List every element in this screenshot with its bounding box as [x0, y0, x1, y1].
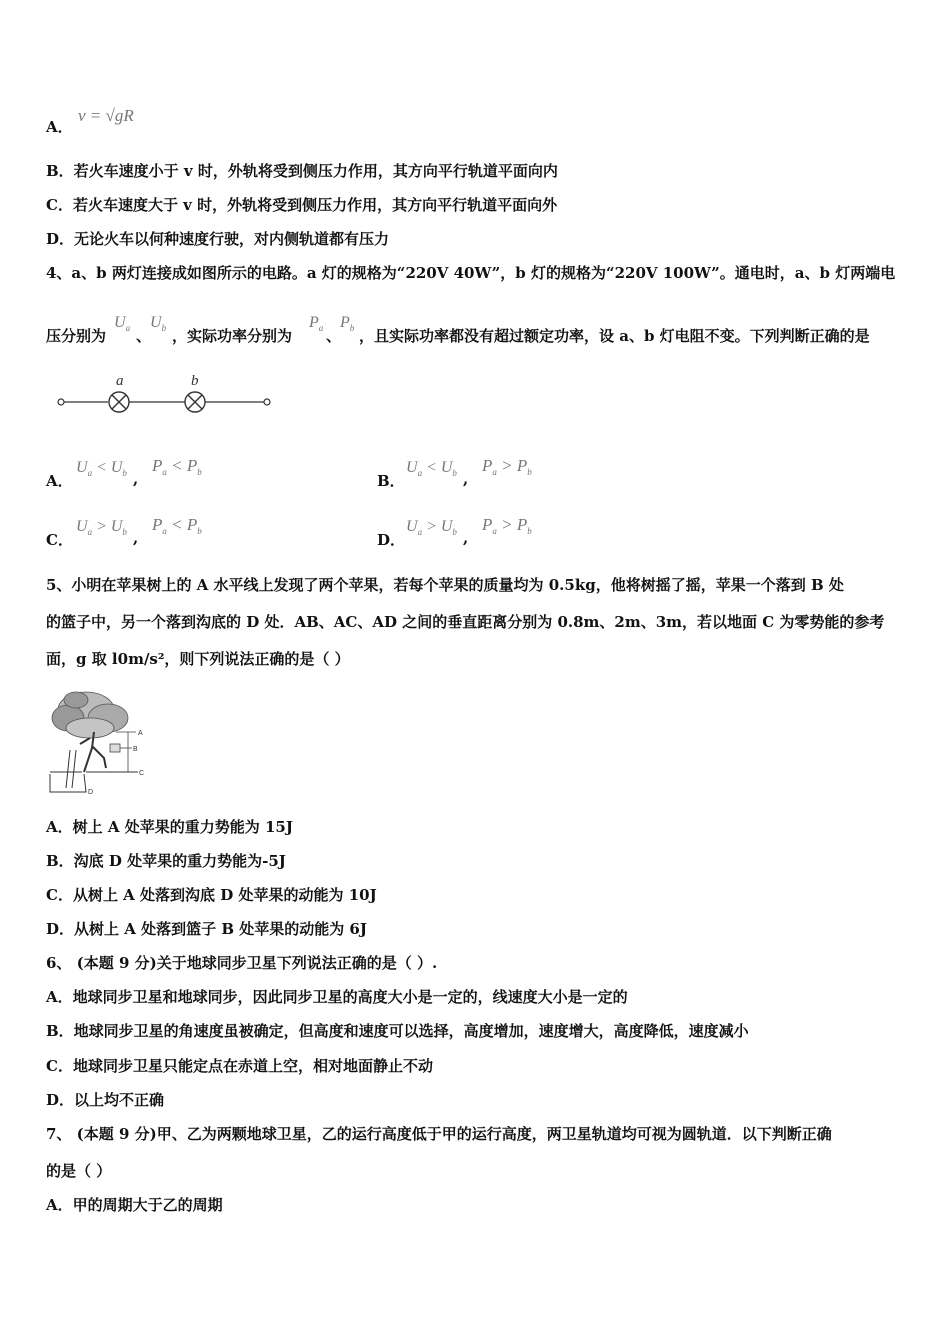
- q5-stem-line2: 的篮子中，另一个落到沟底的 D 处．AB、AC、AD 之间的垂直距离分别为 0.8m、2m、3m，若以地面 C 为零势能的参考: [46, 613, 885, 631]
- q4-option-b-label: B．: [377, 472, 405, 490]
- q4-option-d-label: D．: [377, 531, 406, 549]
- q5-stem-line3: 面，g 取 l0m/s²，则下列说法正确的是（ ）: [46, 650, 350, 668]
- q4-pa-symbol: $P_a$: [309, 314, 324, 333]
- q4-option-a-formula1: $U_a < U_b$: [76, 459, 127, 478]
- q4-pb-symbol: $P_b$: [340, 314, 355, 333]
- falling-apple-icon: [66, 750, 76, 788]
- q7-option-a: A．甲的周期大于乙的周期: [46, 1196, 223, 1214]
- q4-stem-line2-mid2: ，实际功率分别为: [172, 327, 293, 345]
- apple-tree-figure: [46, 688, 152, 798]
- terminal-right: [264, 399, 270, 405]
- point-label-b: B: [133, 746, 138, 753]
- q4-stem-line1: 4、a、b 两灯连接成如图所示的电路。a 灯的规格为“220V 40W”，b 灯的规格为“220V 100W”。通电时，a、b 灯两端电: [46, 264, 896, 282]
- q4-option-b-formula1: $U_a < U_b$: [406, 459, 457, 478]
- lamp-a-label: a: [116, 373, 124, 389]
- q4-stem-line2-mid3: 、: [326, 327, 342, 345]
- point-label-a: A: [138, 730, 143, 737]
- q4-option-d-formula1: $U_a > U_b$: [406, 518, 457, 537]
- q6-stem: 6、 (本题 9 分)关于地球同步卫星下列说法正确的是（ ）.: [46, 954, 438, 972]
- q4-stem-line2-mid1: 、: [136, 327, 152, 345]
- ground-lines: [50, 772, 138, 792]
- q4-option-c-formula1: $U_a > U_b$: [76, 518, 127, 537]
- q6-option-b: B．地球同步卫星的角速度虽被确定，但高度和速度可以选择，高度增加，速度增大，高度降低，速度减小: [46, 1022, 749, 1040]
- q4-option-b-comma: ,: [463, 470, 469, 488]
- q3-option-d: D．无论火车以何种速度行驶，对内侧轨道都有压力: [46, 230, 390, 248]
- q3-option-a-formula: v = √gR: [78, 106, 134, 125]
- q4-option-a-formula2: $P_a < P_b$: [152, 456, 202, 477]
- q4-stem-line2-post: ，且实际功率都没有超过额定功率，设 a、b 灯电阻不变。下列判断正确的是: [359, 327, 870, 345]
- circuit-diagram: [52, 368, 282, 420]
- q5-option-d: D．从树上 A 处落到篮子 B 处苹果的动能为 6J: [46, 920, 367, 938]
- q4-option-d-formula2: $P_a > P_b$: [482, 515, 532, 536]
- q4-option-c-comma: ,: [133, 529, 139, 547]
- q7-stem-line2: 的是（ ）: [46, 1162, 112, 1180]
- q4-option-d-comma: ,: [463, 529, 469, 547]
- q4-ub-symbol: $U_b$: [150, 314, 167, 333]
- q4-option-a-comma: ,: [133, 470, 139, 488]
- q4-option-c-label: C．: [46, 531, 73, 549]
- q3-option-c: C．若火车速度大于 v 时，外轨将受到侧压力作用，其方向平行轨道平面向外: [46, 196, 558, 214]
- q4-stem-line2-pre: 压分别为: [46, 327, 107, 345]
- q5-stem-line1: 5、小明在苹果树上的 A 水平线上发现了两个苹果，若每个苹果的质量均为 0.5kg，他将树摇了摇，苹果一个落到 B 处: [46, 576, 844, 594]
- lamp-b-label: b: [191, 373, 199, 389]
- q6-option-c: C．地球同步卫星只能定点在赤道上空，相对地面静止不动: [46, 1057, 433, 1075]
- q4-option-a-label: A．: [46, 472, 73, 490]
- point-label-d: D: [88, 789, 94, 796]
- q6-option-d: D．以上均不正确: [46, 1091, 165, 1109]
- q4-option-b-formula2: $P_a > P_b$: [482, 456, 532, 477]
- terminal-left: [58, 399, 64, 405]
- tree-canopy-icon: [52, 692, 128, 738]
- lamp-b-icon: [185, 392, 205, 412]
- q3-option-a-label: A．: [46, 118, 73, 136]
- point-label-c: C: [139, 770, 145, 777]
- q3-option-b: B．若火车速度小于 v 时，外轨将受到侧压力作用，其方向平行轨道平面向内: [46, 162, 558, 180]
- q4-ua-symbol: $U_a$: [114, 314, 131, 333]
- q7-stem-line1: 7、 (本题 9 分)甲、乙为两颗地球卫星，乙的运行高度低于甲的运行高度，两卫星轨道均可视为圆轨道．以下判断正确: [46, 1125, 832, 1143]
- lamp-a-icon: [109, 392, 129, 412]
- q6-option-a: A．地球同步卫星和地球同步，因此同步卫星的高度大小是一定的，线速度大小是一定的: [46, 988, 628, 1006]
- q5-option-a: A．树上 A 处苹果的重力势能为 15J: [46, 818, 293, 836]
- q5-option-c: C．从树上 A 处落到沟底 D 处苹果的动能为 10J: [46, 886, 377, 904]
- q5-option-b: B．沟底 D 处苹果的重力势能为-5J: [46, 852, 286, 870]
- q4-option-c-formula2: $P_a < P_b$: [152, 515, 202, 536]
